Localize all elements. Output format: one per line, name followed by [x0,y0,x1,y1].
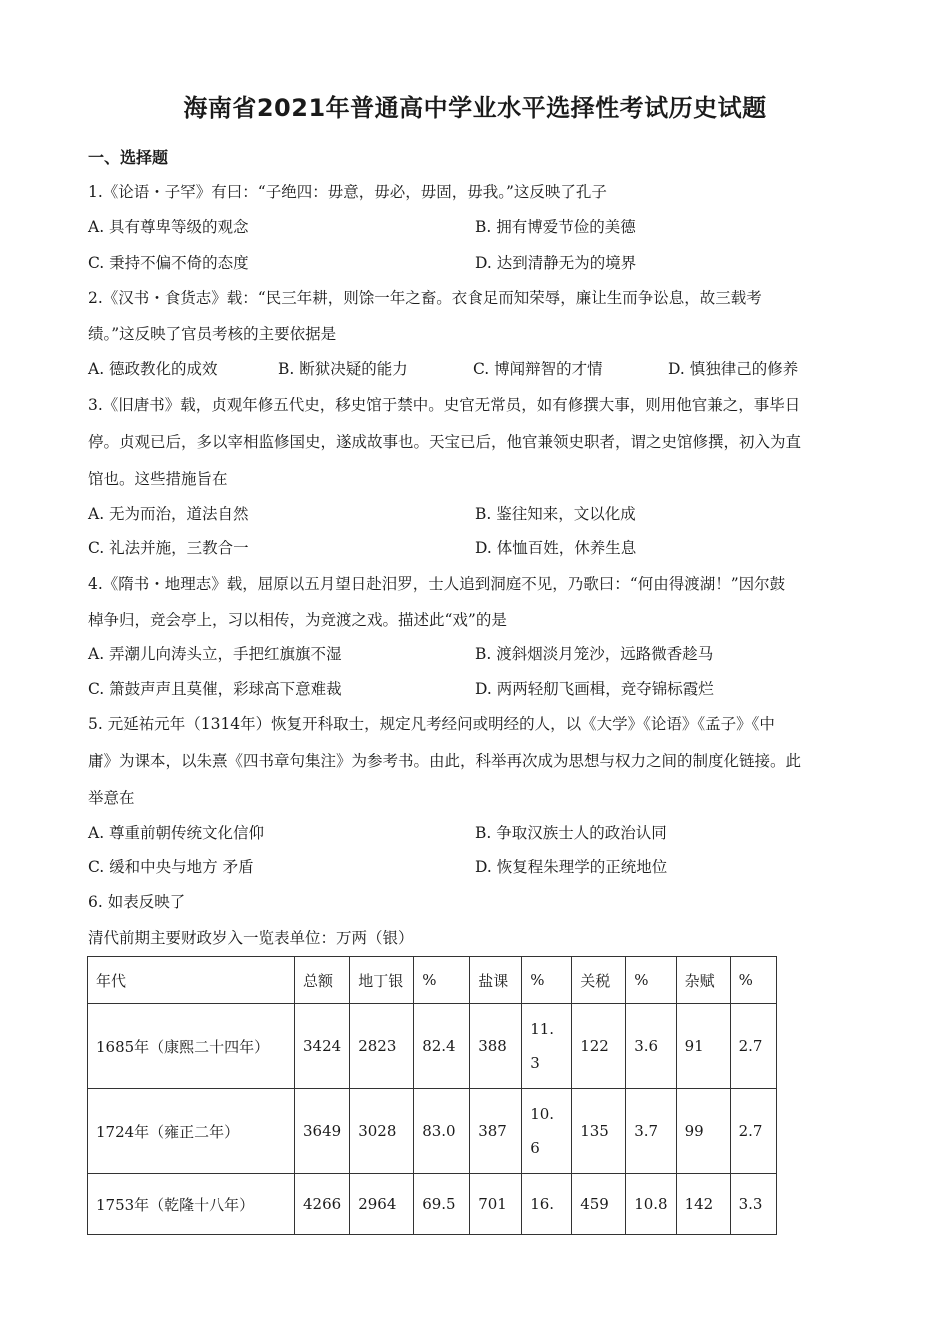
table-cell: 135 [572,1089,626,1174]
table-cell: 10.8 [626,1174,676,1235]
q5-option-d: D. 恢复程朱理学的正统地位 [475,858,668,876]
q1-option-a: A. 具有尊卑等级的观念 [88,218,249,236]
table-cell: 99 [676,1089,730,1174]
table-cell: 3.3 [730,1174,776,1235]
table-cell: 4266 [295,1174,350,1235]
q4-option-a: A. 弄潮儿向涛头立，手把红旗旗不湿 [88,645,342,663]
header-cell: 杂赋 [676,957,730,1004]
q2-option-b: B. 断狱决疑的能力 [278,360,408,378]
q2-stem-line2: 绩。”这反映了官员考核的主要依据是 [88,325,337,343]
table-cell: 1724年（雍正二年） [88,1089,295,1174]
table-row [88,1004,777,1089]
table-cell: 16. [522,1174,572,1235]
q5-option-a: A. 尊重前朝传统文化信仰 [88,824,265,842]
table-cell: 2.7 [730,1004,776,1089]
q3-stem-line2: 停。贞观已后，多以宰相监修国史，遂成故事也。天宝已后，他官兼领史职者，谓之史馆修撰，初入为直 [88,433,802,451]
q5-option-c: C. 缓和中央与地方 矛盾 [88,858,254,876]
table-cell: 83.0 [414,1089,470,1174]
table-row [88,1089,777,1174]
q4-option-b: B. 渡斜烟淡月笼沙，远路微香趁马 [475,645,714,663]
q4-option-c: C. 箫鼓声声且莫催，彩球高下意难裁 [88,680,342,698]
q3-option-c: C. 礼法并施，三教合一 [88,539,249,557]
header-cell: % [522,957,572,1004]
table-cell: 2.7 [730,1089,776,1174]
table-cell: 142 [676,1174,730,1235]
header-cell: % [730,957,776,1004]
table-cell: 701 [470,1174,522,1235]
q3-option-d: D. 体恤百姓，休养生息 [475,539,637,557]
q3-option-a: A. 无为而治，道法自然 [88,505,249,523]
q4-stem-line1: 4.《隋书・地理志》载，屈原以五月望日赴汨罗，士人追到洞庭不见，乃歌曰：“何由得渡湖！”因尔鼓 [88,575,786,593]
q4-option-d: D. 两两轻舠飞画楫，竞夺锦标霞烂 [475,680,714,698]
q5-stem-line1: 5. 元延祐元年（1314年）恢复开科取士，规定凡考经问或明经的人，以《大学》《论语》《孟子》《中 [88,715,775,733]
header-cell: 关税 [572,957,626,1004]
table-cell: 3028 [350,1089,414,1174]
header-cell: 盐课 [470,957,522,1004]
header-cell: 地丁银 [350,957,414,1004]
q2-stem-line1: 2.《汉书・食货志》载：“民三年耕，则馀一年之畜。衣食足而知荣辱，廉让生而争讼息，故三载考 [88,289,762,307]
table-cell: 91 [676,1004,730,1089]
table-cell: 3.7 [626,1089,676,1174]
table-cell: 69.5 [414,1174,470,1235]
q3-stem-line1: 3.《旧唐书》载，贞观年修五代史，移史馆于禁中。史官无常员，如有修撰大事，则用他官兼之，事毕日 [88,396,801,414]
table-cell: 11.3 [522,1004,572,1089]
table-cell: 388 [470,1004,522,1089]
header-cell: 年代 [88,957,295,1004]
table-cell: 82.4 [414,1004,470,1089]
q3-stem-line3: 馆也。这些措施旨在 [88,470,228,488]
table-cell: 10.6 [522,1089,572,1174]
table-cell: 2964 [350,1174,414,1235]
header-cell: % [414,957,470,1004]
q4-stem-line2: 棹争归，竞会亭上，习以相传，为竞渡之戏。描述此“戏”的是 [88,611,507,629]
q6-stem: 6. 如表反映了 [88,893,186,911]
q2-option-a: A. 德政教化的成效 [88,360,218,378]
table-cell: 1685年（康熙二十四年） [88,1004,295,1089]
table-row [88,1174,777,1235]
q2-option-d: D. 慎独律己的修养 [668,360,799,378]
q1-stem: 1.《论语・子罕》有曰：“子绝四：毋意，毋必，毋固，毋我。”这反映了孔子 [88,183,607,201]
table-cell: 3424 [295,1004,350,1089]
table-cell: 1753年（乾隆十八年） [88,1174,295,1235]
q2-option-c: C. 博闻辩智的才情 [473,360,603,378]
table-cell: 122 [572,1004,626,1089]
q5-option-b: B. 争取汉族士人的政治认同 [475,824,667,842]
q1-option-c: C. 秉持不偏不倚的态度 [88,254,249,272]
table-cell: 459 [572,1174,626,1235]
table-cell: 387 [470,1089,522,1174]
table-cell: 3649 [295,1089,350,1174]
q2-options [88,357,848,379]
revenue-table [87,956,777,1235]
header-cell: 总额 [295,957,350,1004]
header-cell: % [626,957,676,1004]
q1-option-b: B. 拥有博爱节俭的美德 [475,218,636,236]
q3-option-b: B. 鉴往知来，文以化成 [475,505,636,523]
table-header-row [88,957,777,1004]
q1-option-d: D. 达到清静无为的境界 [475,254,637,272]
section-heading: 一、选择题 [88,148,169,167]
q5-stem-line2: 庸》为课本，以朱熹《四书章句集注》为参考书。由此，科举再次成为思想与权力之间的制度化链接。此 [88,752,802,770]
table-cell: 3.6 [626,1004,676,1089]
table-caption: 清代前期主要财政岁入一览表单位：万两（银） [88,929,414,947]
q5-stem-line3: 举意在 [88,789,135,807]
table-cell: 2823 [350,1004,414,1089]
page-title: 海南省2021年普通高中学业水平选择性考试历史试题 [183,94,767,122]
